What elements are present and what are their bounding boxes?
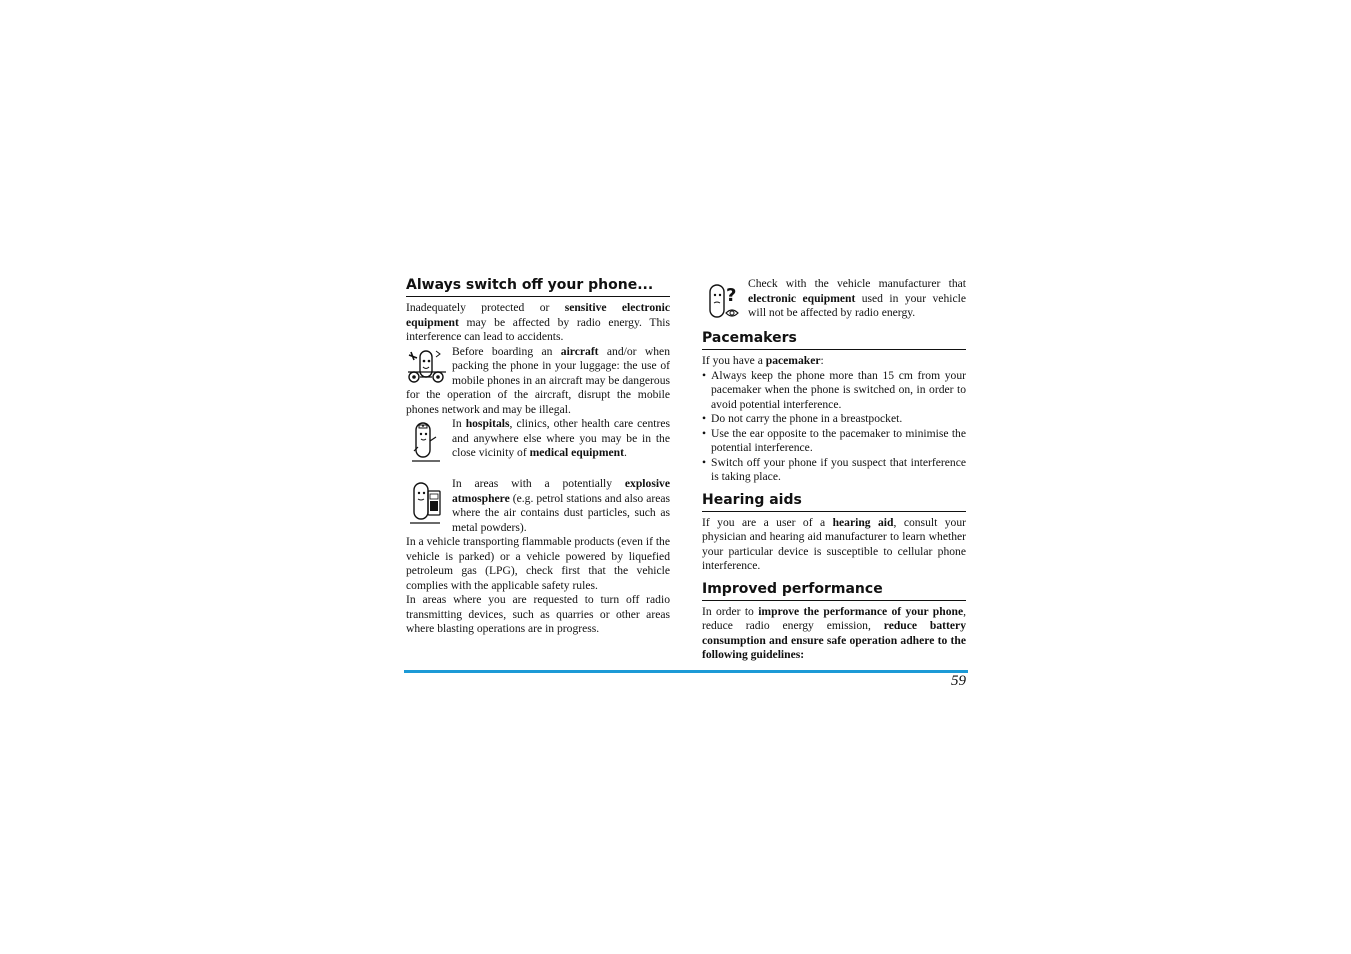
list-item: • Always keep the phone more than 15 cm from your pacemaker when the phone is switched on, in order to avoid potential interference.: [702, 369, 966, 413]
section-heading-hearing-aids: Hearing aids: [702, 491, 966, 512]
radio-paragraph: In areas where you are requested to turn off radio transmitting devices, such as quarries or other areas where blasting operations are in progress.: [406, 593, 670, 635]
section-heading-always-switch-off: Always switch off your phone...: [406, 276, 670, 297]
phone-airplane-icon: [406, 347, 450, 387]
footer-divider: [404, 670, 968, 673]
list-item: • Switch off your phone if you suspect that interference is taking place.: [702, 456, 966, 485]
explosive-paragraph: In areas with a potentially explosive atmosphere (e.g. petrol stations and also areas where the air contains dust particles, such as metal powders).: [452, 477, 670, 534]
vehicle-paragraph: In a vehicle transporting flammable products (even if the vehicle is parked) or a vehicle powered by liquefied petroleum gas (LPG), check first that the vehicle complies with the applicable safety rules.: [406, 535, 670, 592]
section-heading-improved-performance: Improved performance: [702, 580, 966, 601]
aircraft-paragraph: Before boarding an aircraft and/or when packing the phone in your luggage: the use of mobile phones in an aircraft may be dangerous for the operation of the aircraft, disrupt the mobile phones network and may be illegal.: [406, 344, 670, 416]
performance-paragraph: In order to improve the performance of your phone, reduce radio energy emission, reduce battery consumption and ensure safe operation adhere to the following guidelines:: [702, 604, 966, 661]
section-heading-pacemakers: Pacemakers: [702, 329, 966, 350]
phone-nurse-icon: [406, 419, 450, 463]
hospitals-paragraph: In hospitals, clinics, other health care centres and anywhere else where you may be in the close vicinity of medical equipment.: [452, 417, 670, 459]
page-number: 59: [951, 673, 966, 689]
phone-fuel-pump-icon: [406, 479, 450, 525]
intro-paragraph: Inadequately protected or sensitive electronic equipment may be affected by radio energy. This interference can lead to accidents.: [406, 301, 670, 343]
list-item: • Do not carry the phone in a breastpocket.: [702, 412, 966, 427]
list-item: • Use the ear opposite to the pacemaker to minimise the potential interference.: [702, 427, 966, 456]
pacemakers-intro: If you have a pacemaker:: [702, 354, 824, 367]
svg-text:?: ?: [726, 285, 737, 306]
phone-question-icon: [702, 279, 746, 323]
vehicle-check-paragraph: Check with the vehicle manufacturer that electronic equipment used in your vehicle will not be affected by radio energy.: [748, 277, 966, 319]
right-column: [702, 277, 966, 663]
pacemakers-list: [702, 369, 966, 485]
hearing-paragraph: If you are a user of a hearing aid, consult your physician and hearing aid manufacturer to learn whether your particular device is susceptible to cellular phone interference.: [702, 515, 966, 572]
left-column: [406, 276, 670, 637]
